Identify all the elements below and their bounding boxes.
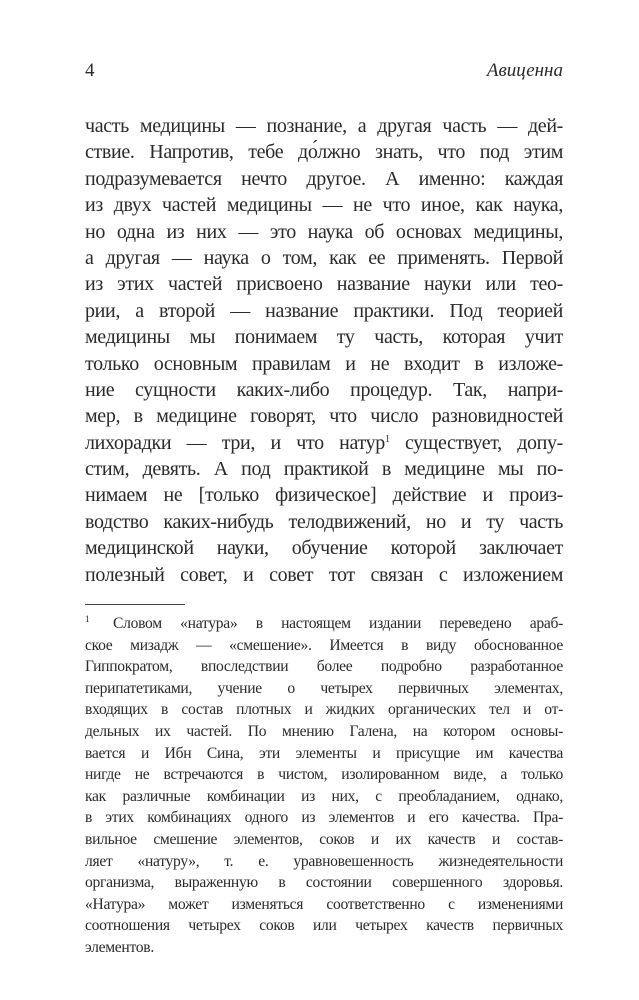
text-line: мер, в медицине говорят, что число разновидностей bbox=[85, 405, 563, 428]
text-segment: существует, допу- bbox=[389, 431, 563, 454]
text-line: рии, а второй — название практики. Под теорией bbox=[85, 299, 563, 322]
footnote-marker: 1 bbox=[85, 614, 90, 624]
footnote-line: входящих в состав плотных и жидких органических тел и от- bbox=[85, 701, 563, 719]
text-line: медицины мы понимаем ту часть, которая учит bbox=[85, 326, 563, 349]
footnote-line: Гиппократом, впоследствии более подробно разработанное bbox=[85, 658, 563, 676]
main-text bbox=[85, 113, 563, 588]
footnote-line: дельных их частей. По мнению Галена, на котором основы- bbox=[85, 722, 563, 740]
text-line: часть медицины — познание, а другая часть — дей- bbox=[85, 115, 563, 137]
footnote-line: элементов. bbox=[85, 938, 154, 956]
footnote-line: ляет «натуру», т. е. уравновешенность жизнедеятельности bbox=[85, 852, 563, 870]
text-line: стим, девять. А под практикой в медицине мы по- bbox=[85, 458, 563, 481]
text-segment: лихорадки — три, и что натур bbox=[85, 431, 385, 454]
footnote bbox=[85, 613, 563, 959]
footnote-line: ское мизадж — «смешение». Имеется в виду обоснованное bbox=[85, 636, 563, 654]
text-line: но одна из них — это наука об основах медицины, bbox=[85, 220, 563, 243]
text-line: из этих частей присвоено название науки или тео- bbox=[85, 273, 563, 296]
text-line: из двух частей медицины — не что иное, как наука, bbox=[85, 194, 563, 217]
indent bbox=[85, 613, 113, 635]
page-number: 4 bbox=[85, 60, 95, 81]
footnote-divider bbox=[85, 604, 185, 605]
text-line: водство каких-нибудь телодвижений, но и ту часть bbox=[85, 510, 563, 533]
text-line: медицинской науки, обучение которой заключает bbox=[85, 537, 563, 560]
footnote-line: организма, выраженную в состоянии совершенного здоровья. bbox=[85, 874, 563, 892]
text-line: ние сущности каких-либо процедур. Так, напри- bbox=[85, 378, 563, 401]
text-segment: Словом «натура» в настоящем издании переведено араб- bbox=[113, 615, 563, 632]
text-line: а другая — наука о том, как ее применять. Первой bbox=[85, 246, 563, 269]
text-line: только основным правилам и не входит в изложе- bbox=[85, 352, 563, 375]
footnote-line: нигде не встречаются в чистом, изолированном виде, а только bbox=[85, 766, 563, 784]
running-header bbox=[85, 60, 563, 86]
footnote-line: «Натура» может изменяться соответственно с изменениями bbox=[85, 895, 563, 913]
footnote-line: как различные комбинации из них, с преобладанием, однако, bbox=[85, 787, 563, 805]
text-line: полезный совет, и совет тот связан с изложением bbox=[85, 563, 563, 586]
text-line: подразумевается нечто другое. А именно: каждая bbox=[85, 167, 563, 190]
text-line bbox=[85, 430, 563, 456]
footnote-line: перипатетиками, учение о четырех первичных элементах, bbox=[85, 679, 563, 697]
footnote-reference[interactable]: 1 bbox=[384, 433, 390, 445]
footnote-line: вается и Ибн Сина, эти элементы и присущие им качества bbox=[85, 744, 563, 762]
footnote-line: соотношения четырех соков или четырех качеств первичных bbox=[85, 917, 563, 935]
footnote-line: в этих комбинациях одного из элементов и его качества. Пра- bbox=[85, 809, 563, 827]
footnote-line bbox=[85, 613, 563, 635]
footnote-line: вильное смешение элементов, соков и их качеств и состав- bbox=[85, 830, 563, 848]
text-line: нимаем не [только физическое] действие и произ- bbox=[85, 484, 563, 507]
running-title: Авиценна bbox=[486, 60, 563, 81]
text-line: ствие. Напротив, тебе до́лжно знать, что под этим bbox=[85, 141, 563, 164]
